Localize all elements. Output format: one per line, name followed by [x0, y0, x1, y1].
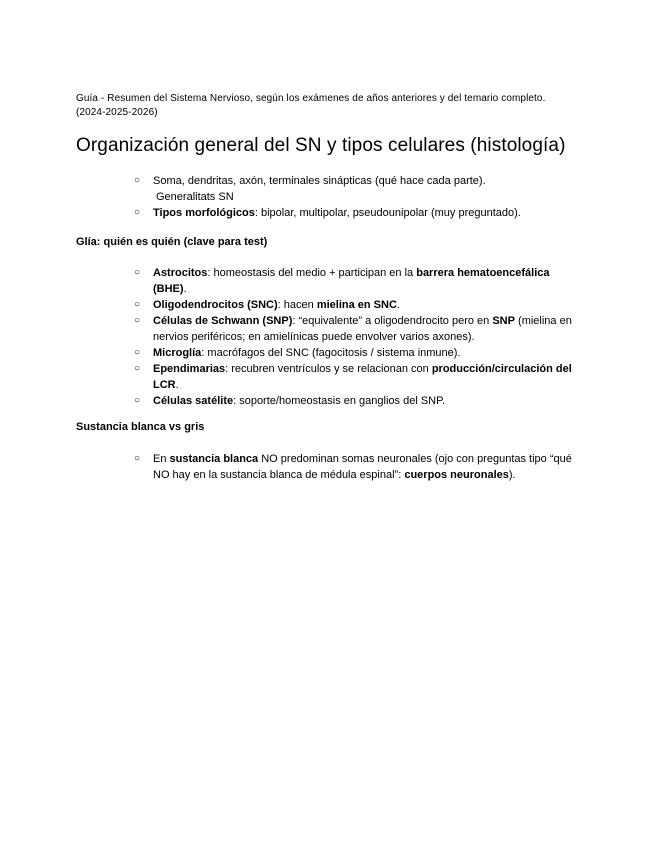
list-item-text: : soporte/homeostasis en ganglios del SNP. [233, 395, 446, 407]
list-item-bold-term: Tipos morfológicos [153, 207, 255, 219]
glia-heading: Glía: quién es quién (clave para test) [76, 236, 268, 248]
list-item-bold-term: Microglía [153, 347, 202, 359]
list-item [134, 313, 584, 345]
list-item [134, 345, 584, 361]
list-item-text: : “equivalente” a oligodendrocito pero en [292, 315, 493, 327]
list-item-bold-term: Ependimarias [153, 363, 226, 375]
hollow-circle-bullet-icon: ○ [134, 453, 141, 464]
header-note-line-1: Guía - Resumen del Sistema Nervioso, según los exámenes de años anteriores y del temario completo. [76, 93, 546, 104]
hollow-circle-bullet-icon: ○ [134, 395, 141, 406]
list-item-bold-term: producción/circulación del LCR [153, 363, 572, 391]
list-item-text: NO predominan somas neuronales (ojo con preguntas tipo “qué NO hay en la sustancia blanca de médula espinal”: [153, 453, 572, 481]
white-vs-gray-matter-heading: Sustancia blanca vs gris [76, 421, 205, 433]
hollow-circle-bullet-icon: ○ [134, 299, 141, 310]
list-item [134, 205, 584, 221]
list-item [134, 173, 584, 205]
general-organization-list [134, 173, 584, 221]
list-item-text: : hacen [277, 299, 317, 311]
list-item-text: . [396, 299, 400, 311]
header-note-line-2: (2024-2025-2026) [76, 107, 158, 118]
list-item [134, 451, 584, 483]
list-item-text: : macrófagos del SNC (fagocitosis / sistema inmune). [201, 347, 461, 359]
list-item-text: Soma, dendritas, axón, terminales sinápticas (qué hace cada parte). [153, 175, 486, 187]
list-item-text: . [175, 379, 179, 391]
list-item-bold-term: cuerpos neuronales [404, 469, 509, 481]
white-vs-gray-matter-list [134, 451, 584, 483]
list-item-bold-term: Células satélite [153, 395, 234, 407]
list-item [134, 265, 584, 297]
list-item-bold-term: Astrocitos [153, 267, 208, 279]
list-item-text: ). [508, 469, 516, 481]
list-item-text: En [153, 453, 170, 465]
hollow-circle-bullet-icon: ○ [134, 207, 141, 218]
list-item-text: : recubren ventrículos y se relacionan con [225, 363, 432, 375]
list-item-bold-term: Células de Schwann (SNP) [153, 315, 293, 327]
hollow-circle-bullet-icon: ○ [134, 363, 141, 374]
glia-list [134, 265, 584, 409]
list-item-text: (mielina en nervios periféricos; en amielínicas puede envolver varios axones). [153, 315, 572, 343]
list-item-bold-term: sustancia blanca [169, 453, 259, 465]
hollow-circle-bullet-icon: ○ [134, 347, 141, 358]
list-item-bold-term: mielina en SNC [316, 299, 397, 311]
list-item [134, 393, 584, 409]
hollow-circle-bullet-icon: ○ [134, 267, 141, 278]
hollow-circle-bullet-icon: ○ [134, 315, 141, 326]
list-item-bold-term: barrera hematoencefálica (BHE) [153, 267, 550, 295]
list-item-subline: Generalitats SN [156, 191, 234, 203]
list-item-bold-term: Oligodendrocitos (SNC) [153, 299, 278, 311]
list-item-text: . [183, 283, 187, 295]
list-item-text: : bipolar, multipolar, pseudounipolar (muy preguntado). [254, 207, 521, 219]
list-item [134, 297, 584, 313]
list-item-bold-term: SNP [492, 315, 515, 327]
hollow-circle-bullet-icon: ○ [134, 175, 141, 186]
list-item-text: : homeostasis del medio + participan en la [207, 267, 417, 279]
page-title: Organización general del SN y tipos celulares (histología) [76, 135, 566, 156]
header-note [76, 92, 636, 120]
list-item [134, 361, 584, 393]
